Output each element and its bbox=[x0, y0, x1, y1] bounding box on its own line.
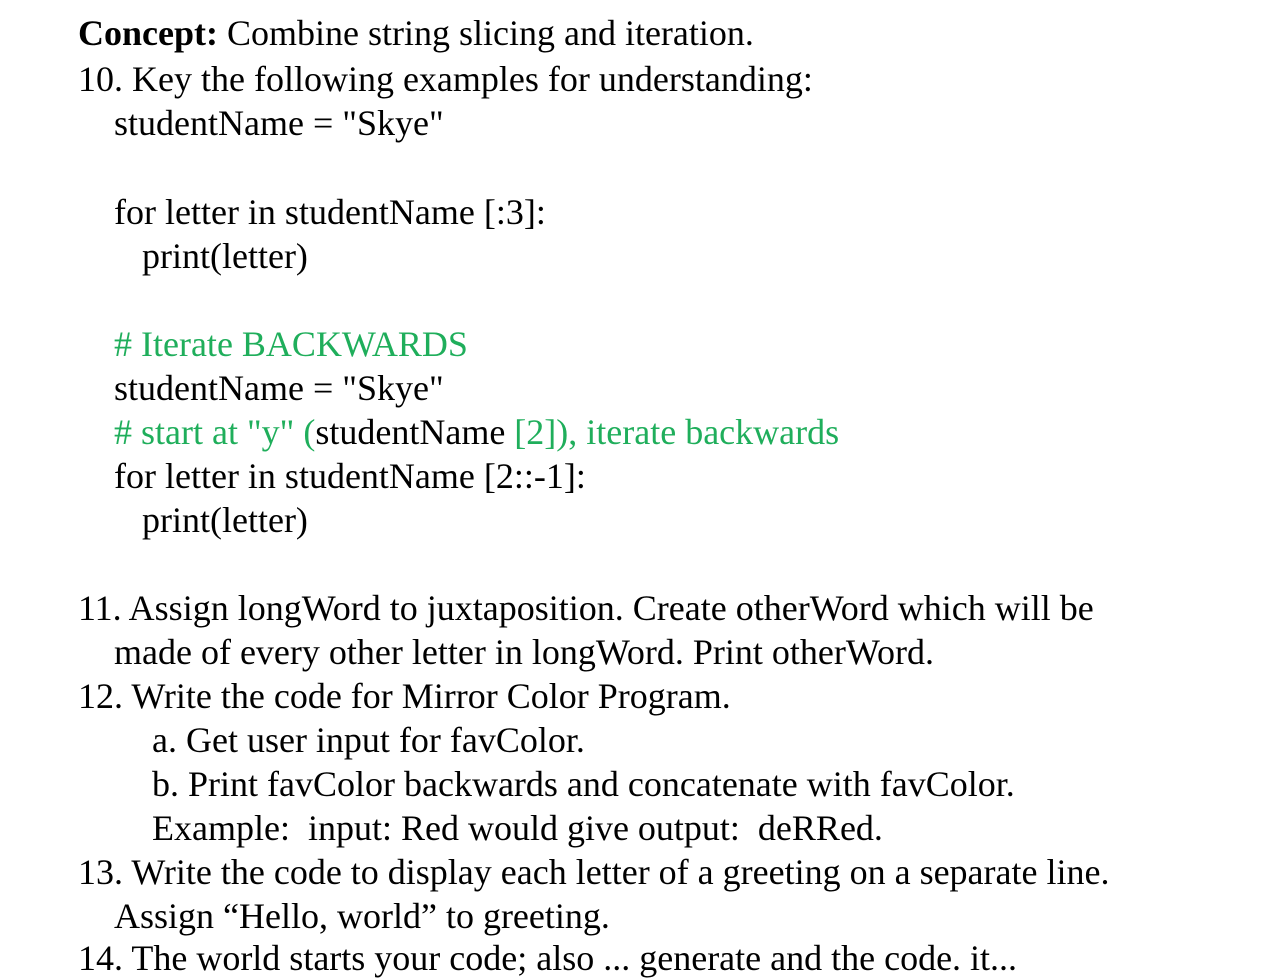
comment-part-b: studentName bbox=[315, 412, 506, 452]
item-11-line-2: made of every other letter in longWord. Print otherWord. bbox=[114, 632, 934, 672]
item-11-line-1: 11. Assign longWord to juxtaposition. Create otherWord which will be bbox=[78, 588, 1094, 628]
item-12-sub-a: a. Get user input for favColor. bbox=[152, 720, 585, 760]
code-assign-line: studentName = "Skye" bbox=[114, 103, 444, 143]
item-13-line-2: Assign “Hello, world” to greeting. bbox=[114, 896, 610, 936]
code-loop-line: for letter in studentName [:3]: bbox=[114, 192, 546, 232]
item-12-heading: 12. Write the code for Mirror Color Program. bbox=[78, 676, 731, 716]
concept-label: Concept: bbox=[78, 13, 218, 53]
code-assign-line-2: studentName = "Skye" bbox=[114, 368, 444, 408]
item-13-line-1: 13. Write the code to display each letter of a greeting on a separate line. bbox=[78, 852, 1110, 892]
concept-text: Combine string slicing and iteration. bbox=[217, 13, 754, 53]
item-14-partial: 14. The world starts your code; also ... generate and the code. it... bbox=[78, 938, 1018, 978]
code-print-line-2: print(letter) bbox=[142, 500, 308, 540]
code-loop-line-2: for letter in studentName [2::-1]: bbox=[114, 456, 586, 496]
item-10-heading: 10. Key the following examples for understanding: bbox=[78, 59, 813, 99]
item-12-sub-b: b. Print favColor backwards and concatenate with favColor. bbox=[152, 764, 1015, 804]
code-comment-backwards: # Iterate BACKWARDS bbox=[114, 324, 468, 364]
code-comment-start bbox=[114, 410, 839, 454]
item-12-example: Example: input: Red would give output: deRRed. bbox=[152, 808, 883, 848]
code-print-line: print(letter) bbox=[142, 236, 308, 276]
concept-line bbox=[78, 11, 754, 55]
comment-part-a: # start at "y" ( bbox=[114, 412, 316, 452]
comment-part-c: [2]), iterate backwards bbox=[505, 412, 840, 452]
